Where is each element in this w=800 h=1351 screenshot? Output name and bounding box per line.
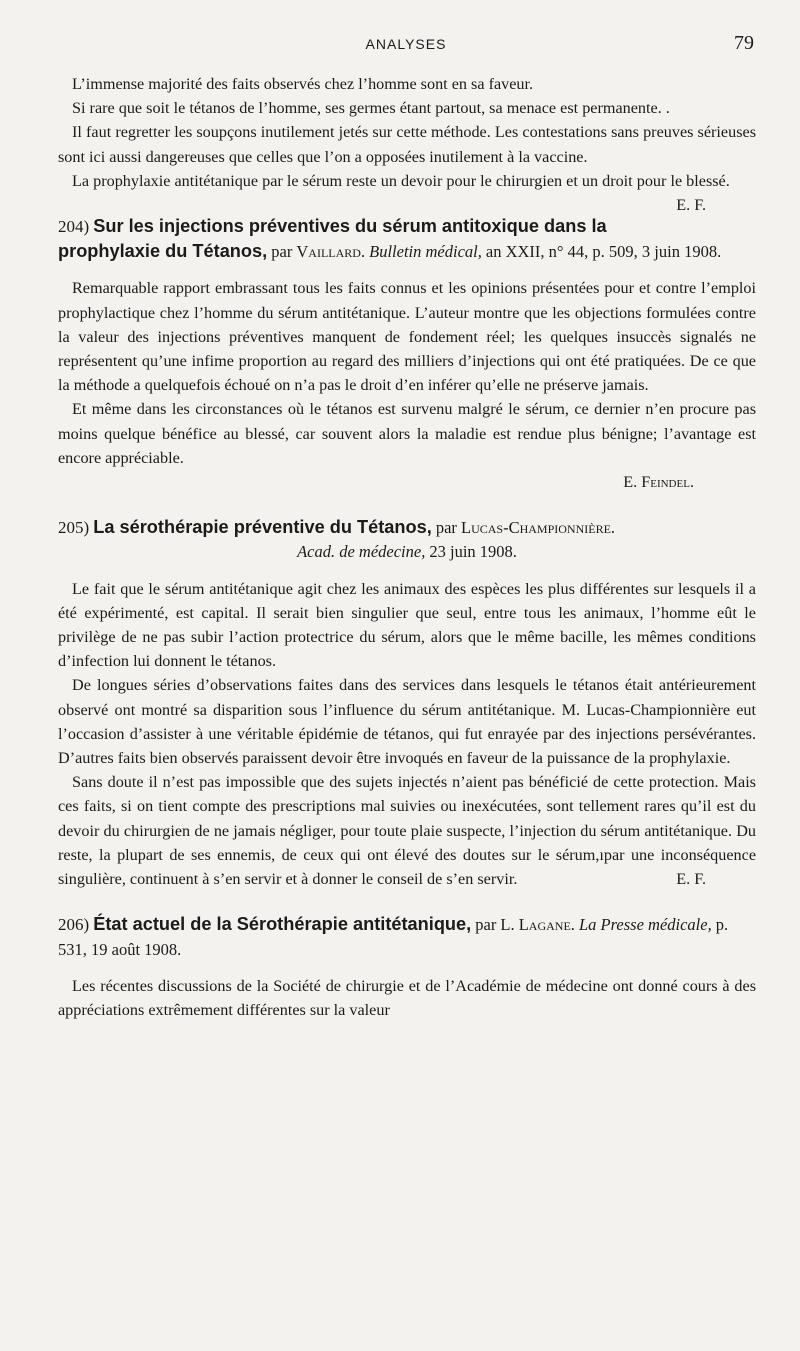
entry-source: Bulletin médical, [369,242,482,262]
entry-title: Sur les injections préventives du sérum antitoxique dans la prophylaxie du Tétanos, [58,216,607,262]
entry-heading-206 [58,912,756,961]
entry-details: p. 531, 19 août 1908. [58,915,729,959]
entry-by: par [475,915,497,935]
entry-title: La sérothérapie préventive du Tétanos, [93,517,432,538]
entry-title: État actuel de la Sérothérapie antitétanique, [93,914,472,935]
intro-paragraph-2: Si rare que soit le tétanos de l’homme, ses germes étant partout, sa menace est permanente. . [72,99,670,118]
entry-number: 206) [58,915,90,935]
signature: E. Feindel. [623,473,694,492]
entry-205-paragraph-1: Le fait que le sérum antitétanique agit chez les animaux des espèces les plus différentes sur lesquels il a été expérimenté, est capital. Il serait bien singulier que seul, entre tous les animaux, l’homme eût le privilège de ne pas subir l’action protectrice du sérum, alors que le même bacille, les mêmes conditions d’infection lui donnent le tétanos. [58,579,756,671]
entry-206-paragraph-1: Les récentes discussions de la Société de chirurgie et de l’Académie de médecine ont donné cours à des appréciations extrêmement différentes sur la valeur [58,976,756,1019]
entry-source: La Presse médicale, [578,915,712,935]
entry-author: Vaillard. [296,242,366,262]
entry-by: par [271,242,293,262]
intro-paragraph-1: L’immense majorité des faits observés chez l’homme sont en sa faveur. [72,75,534,93]
page-number: 79 [734,32,754,54]
entry-205-paragraph-3 [58,770,756,891]
entry-details: 23 juin 1908. [429,542,517,562]
entry-205-paragraph-3-text: Sans doute il n’est pas impossible que des sujets injectés n’aient pas bénéficié de cette protection. Mais ces faits, si on tient compte des prescriptions mal suivies ou inexécutées, sont tellement rares qu’il est du devoir du chirurgien de ne jamais négliger, pour toute plaie suspecte, l’injection du sérum antitétanique. Du reste, la plupart de ses ennemis, de ceux qui ont élevé des doutes sur le sérum,ıpar une inconséquence singulière, continuent à s’en servir et à donner le conseil de s’en servir. [58,773,756,889]
page-header [58,32,754,58]
entry-author: L. Lagane. [500,915,575,935]
entry-source: Acad. de médecine, [297,542,426,562]
entry-number: 205) [58,518,90,538]
intro-paragraph-4 [58,169,756,215]
intro-paragraph-3: Il faut regretter les soupçons inutilement jetés sur cette méthode. Les contestations sans preuves sérieuses sont ici aussi dangereuses que celles que l’on a opposées inutilement à la vaccine. [58,123,756,166]
intro-paragraph-4-text: La prophylaxie antitétanique par le sérum reste un devoir pour le chirurgien et un droit pour le blessé. [72,171,730,190]
entry-204-paragraph-2: Et même dans les circonstances où le tétanos est survenu malgré le sérum, ce dernier n’en procure pas moins quelque bénéfice au blessé, car souvent alors la maladie est rendue plus bénigne; l’avantage est encore appréciable. [58,400,756,467]
signature: E. F. [676,870,706,889]
running-title: ANALYSES [365,36,447,52]
entry-by: par [435,518,457,538]
entry-author: Lucas-Championnière. [460,518,616,538]
entry-205-paragraph-2: De longues séries d’observations faites dans des services dans lesquels le tétanos était antérieurement observé ont montré sa disparition sous l’influence du sérum antitétanique. M. Lucas-Championnière eut l’occasion d’assister à une véritable épidémie de tétanos, qui fut enrayée par des injections persévérantes. D’autres faits bien observés paraissent devoir être invoqués en faveur de la puissance de la prophylaxie. [58,676,756,768]
entry-heading-204 [58,214,756,264]
entry-number: 204) [58,217,90,237]
entry-heading-205 [58,515,756,564]
entry-details: an XXII, n° 44, p. 509, 3 juin 1908. [485,242,722,262]
page-body [58,72,756,1022]
entry-204-paragraph-1: Remarquable rapport embrassant tous les faits connus et les opinions présentées pour et contre l’emploi prophylactique chez l’homme du sérum antitétanique. L’auteur montre que les objections formulées contre la valeur des injections préventives manquent de fondement réel; les quelques insuccès signalés ne représentent qu’une infime proportion au regard des milliers d’injections qui ont été pratiquées. De ce que la méthode a quelquefois échoué on n’a pas le droit d’en inférer qu’elle ne préserve jamais. [58,279,756,395]
signature: E. F. [676,196,706,215]
